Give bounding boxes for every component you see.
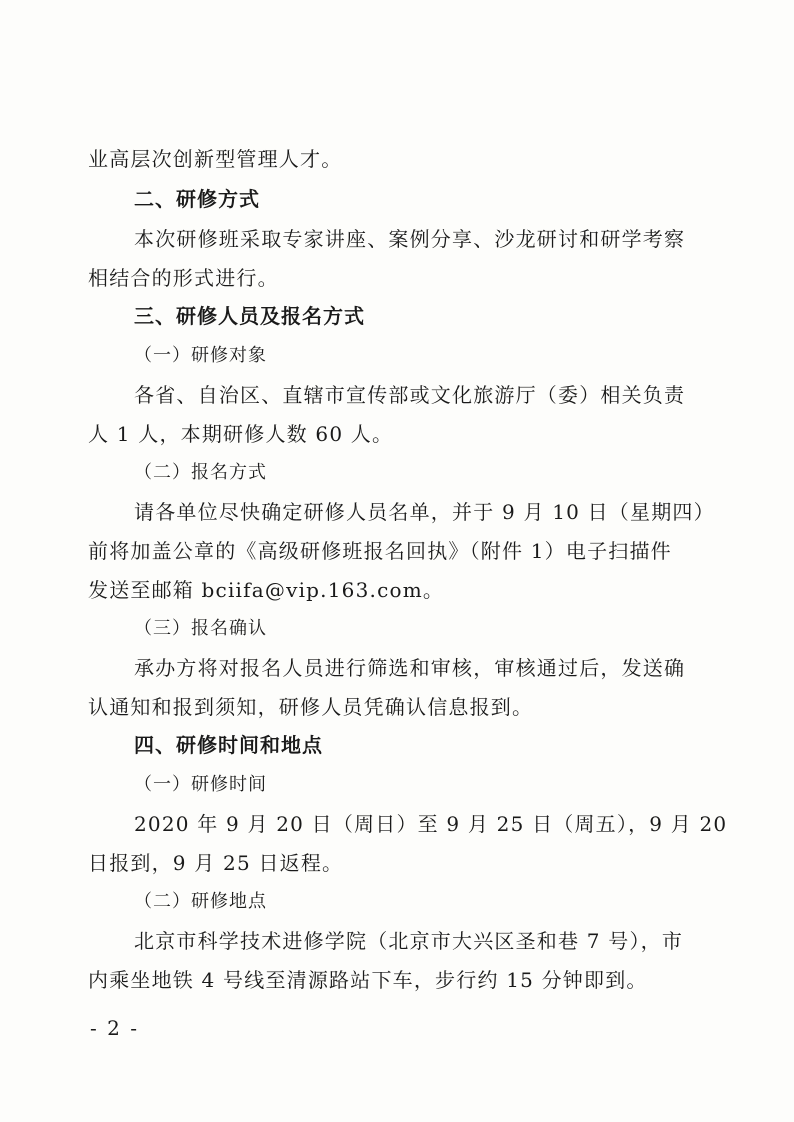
section-heading-2: 二、研修方式: [134, 187, 260, 211]
paragraph-line: 请各单位尽快确定研修人员名单，并于 9 月 10 日（星期四）: [134, 500, 715, 524]
paragraph-line: 承办方将对报名人员进行筛选和审核，审核通过后，发送确: [134, 656, 686, 680]
subsection-heading: （一）研修时间: [134, 774, 267, 795]
subsection-heading: （一）研修对象: [134, 345, 267, 366]
paragraph-line: 日报到，9 月 25 日返程。: [88, 851, 344, 875]
paragraph-line: 认通知和报到须知，研修人员凭确认信息报到。: [88, 695, 534, 719]
subsection-heading: （三）报名确认: [134, 618, 267, 639]
paragraph-line: 相结合的形式进行。: [88, 266, 279, 290]
page-number: - 2 -: [90, 1016, 139, 1040]
paragraph-line: 2020 年 9 月 20 日（周日）至 9 月 25 日（周五），9 月 20: [134, 812, 728, 836]
paragraph-line: 内乘坐地铁 4 号线至清源路站下车，步行约 15 分钟即到。: [88, 968, 648, 992]
subsection-heading: （二）报名方式: [134, 462, 267, 483]
paragraph-continuation: 业高层次创新型管理人才。: [88, 147, 343, 171]
section-heading-3: 三、研修人员及报名方式: [134, 304, 365, 328]
subsection-heading: （二）研修地点: [134, 891, 267, 912]
paragraph-line: 本次研修班采取专家讲座、案例分享、沙龙研讨和研学考察: [134, 227, 686, 251]
paragraph-line: 各省、自治区、直辖市宣传部或文化旅游厅（委）相关负责: [134, 383, 686, 407]
paragraph-line: 前将加盖公章的《高级研修班报名回执》（附件 1）电子扫描件: [88, 539, 672, 563]
section-heading-4: 四、研修时间和地点: [134, 733, 323, 757]
paragraph-line: 北京市科学技术进修学院（北京市大兴区圣和巷 7 号），市: [134, 929, 684, 953]
paragraph-line: 人 1 人，本期研修人数 60 人。: [88, 422, 394, 446]
email-line: 发送至邮箱 bciifa@vip.163.com。: [88, 578, 445, 602]
